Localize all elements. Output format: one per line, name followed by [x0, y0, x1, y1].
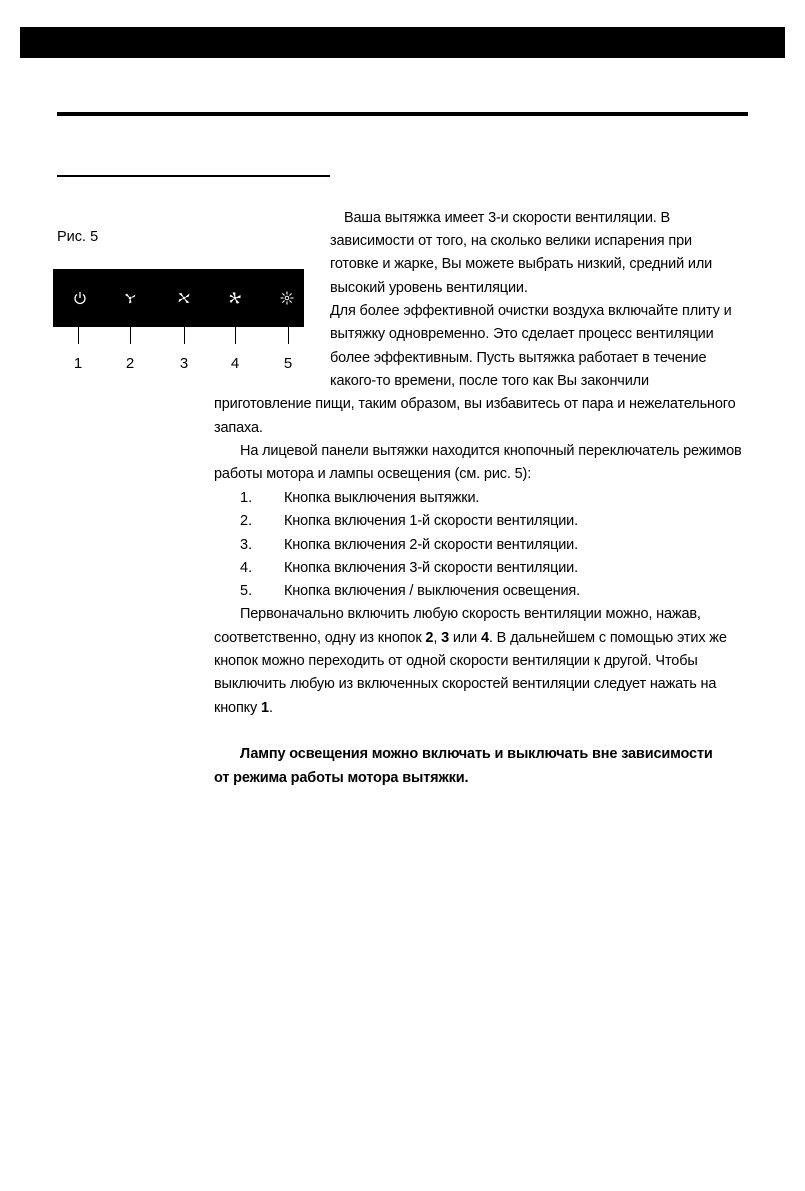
list-item: Кнопка включения 2-й скорости вентиляции. [284, 537, 578, 553]
paragraph-line: работы мотора и лампы освещения (см. рис. 5): [214, 466, 532, 482]
paragraph-line: готовке и жарке, Вы можете выбрать низкий, средний или [330, 256, 713, 272]
list-number: 3. [240, 537, 253, 553]
paragraph-line: Ваша вытяжка имеет 3-и скорости вентиляции. В [344, 210, 671, 226]
leader-line [235, 318, 236, 344]
fan-speed-3-icon [227, 290, 243, 306]
section-rule [57, 112, 748, 116]
figure-label-4: 4 [230, 355, 240, 372]
paragraph-line: более эффективным. Пусть вытяжка работает в течение [330, 350, 707, 366]
note-line: от режима работы мотора вытяжки. [214, 770, 469, 786]
list-item: Кнопка включения 3-й скорости вентиляции. [284, 560, 578, 576]
list-item: Кнопка включения 1-й скорости вентиляции. [284, 513, 578, 529]
paragraph-line: кнопку 1. [214, 700, 273, 716]
paragraph-line: вытяжку одновременно. Это сделает процесс вентиляции [330, 326, 714, 342]
fan-speed-1-button[interactable] [118, 286, 142, 310]
paragraph-line: запаха. [214, 420, 263, 436]
header-bar [20, 27, 785, 58]
power-icon [72, 290, 88, 306]
light-icon [279, 290, 295, 306]
paragraph-line: приготовление пищи, таким образом, вы избавитесь от пара и нежелательного [214, 396, 736, 412]
fan-speed-1-icon [122, 290, 138, 306]
paragraph-line: выключить любую из включенных скоростей вентиляции следует нажать на [214, 676, 717, 692]
light-button[interactable] [275, 286, 299, 310]
paragraph-line: Первоначально включить любую скорость вентиляции можно, нажав, [240, 606, 701, 622]
note-line: Лампу освещения можно включать и выключать вне зависимости [240, 746, 713, 762]
fan-speed-2-button[interactable] [172, 286, 196, 310]
figure-label-3: 3 [179, 355, 189, 372]
list-number: 1. [240, 490, 253, 506]
list-number: 5. [240, 583, 253, 599]
list-number: 4. [240, 560, 253, 576]
paragraph-line: кнопок можно переходить от одной скорости вентиляции к другой. Чтобы [214, 653, 698, 669]
paragraph-line: какого-то времени, после того как Вы закончили [330, 373, 649, 389]
leader-line [184, 318, 185, 344]
figure-label-1: 1 [73, 355, 83, 372]
figure-caption: Рис. 5 [57, 229, 99, 245]
fan-speed-2-icon [176, 290, 192, 306]
paragraph-line: высокий уровень вентиляции. [330, 280, 528, 296]
list-item: Кнопка выключения вытяжки. [284, 490, 480, 506]
paragraph-line: соответственно, одну из кнопок 2, 3 или 4. В дальнейшем с помощью этих же [214, 630, 727, 646]
leader-line [130, 318, 131, 344]
list-number: 2. [240, 513, 253, 529]
fan-speed-3-button[interactable] [223, 286, 247, 310]
subsection-rule [57, 175, 330, 177]
leader-line [78, 318, 79, 344]
paragraph-line: Для более эффективной очистки воздуха включайте плиту и [330, 303, 732, 319]
list-item: Кнопка включения / выключения освещения. [284, 583, 581, 599]
paragraph-line: На лицевой панели вытяжки находится кнопочный переключатель режимов [240, 443, 742, 459]
control-panel [53, 269, 304, 327]
power-button[interactable] [68, 286, 92, 310]
figure-label-5: 5 [283, 355, 293, 372]
figure-label-2: 2 [125, 355, 135, 372]
leader-line [288, 318, 289, 344]
paragraph-line: зависимости от того, на сколько велики испарения при [330, 233, 692, 249]
